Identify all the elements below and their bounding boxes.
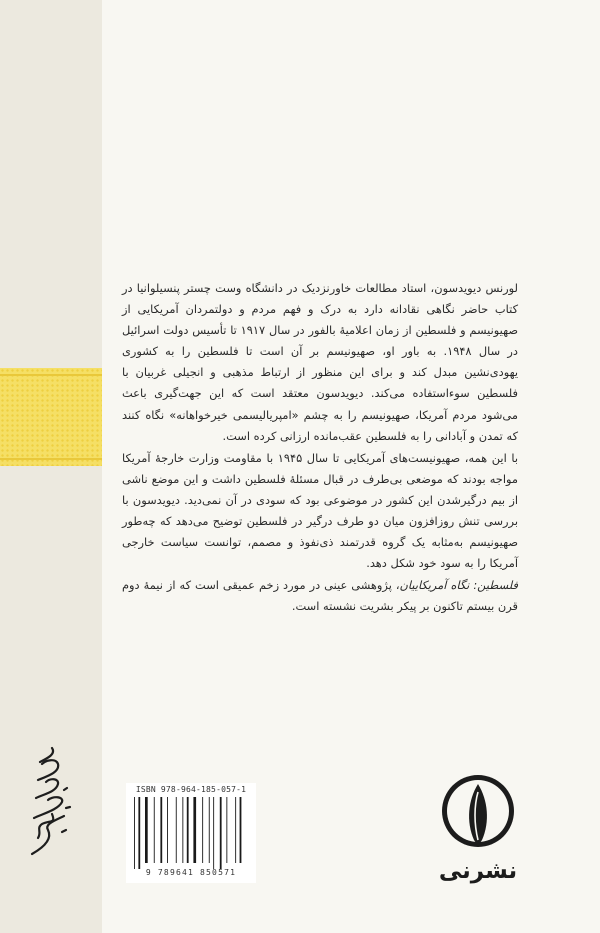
barcode-bar (182, 797, 183, 863)
book-description (122, 278, 518, 618)
barcode-bar (240, 797, 242, 863)
barcode-bar (226, 797, 227, 863)
blurb-paragraph-3-text: ، پژوهشی عینی در مورد زخم عمیقی است که از نیمهٔ دوم قرن بیستم تاکنون بر پیکر بشریت نشسته است. (122, 578, 518, 614)
barcode-bar (145, 797, 148, 863)
spine-yellow-stripe (0, 368, 102, 466)
blurb-paragraph-3 (122, 575, 518, 617)
barcode-bar (235, 797, 236, 863)
stripe-line-bottom (0, 458, 102, 460)
barcode-bar (202, 797, 203, 863)
barcode-bar (176, 797, 177, 863)
barcode-bar (213, 797, 214, 869)
stripe-line-top (0, 374, 102, 376)
barcode-bar (134, 797, 135, 869)
barcode-bar (187, 797, 189, 863)
blurb-paragraph-1: لورنس دیویدسون، استاد مطالعات خاورنزدیک در دانشگاه وست چستر پنسیلوانیا در کتاب حاضر نگاهی نقادانه دارد به درک و فهم مردم و دولتمردان آمریکایی از صهیونیسم و فلسطین از زمان اعلامیهٔ بالفور در سال ۱۹۱۷ تا تأسیس دولت اسرائیل در سال ۱۹۴۸. به باور او، صهیونیسم بر آن است تا فلسطین را به کشوری یهودی‌نشین مبدل کند و برای این منظور از ارتباط مذهبی و انجیلی غربیان با فلسطین سوءاستفاده می‌کند. دیویدسون معتقد است که این جهت‌گیری باعث می‌شود مردم آمریکا، صهیونیسم را به چشم «امپریالیسمی خیرخواهانه» نگاه کنند که تمدن و آبادانی را به فلسطین عقب‌مانده ارزانی کرده است. (122, 281, 518, 443)
author-signature (12, 742, 90, 862)
publisher-name: نشرنی (438, 858, 518, 884)
barcode-bar (193, 797, 196, 863)
barcode-bar (209, 797, 210, 863)
book-title-mention: فلسطین: نگاه آمریکاییان (399, 578, 518, 593)
barcode-bar (138, 797, 140, 869)
barcode-bar (220, 797, 222, 869)
barcode-bar (167, 797, 168, 863)
barcode-bar (154, 797, 155, 863)
isbn-label: ISBN 978-964-185-057-1 (135, 785, 247, 794)
blurb-paragraph-2: با این همه، صهیونیست‌های آمریکایی تا سال ۱۹۴۵ با مقاومت وزارت خارجهٔ آمریکا مواجه بودند که موضعی بی‌طرف در قبال مسئلهٔ فلسطین داشت و این موضع ناشی از بیم درگیرشدن این کشور در موضوعی بود که سودی در آن نمی‌دید. دیویدسون با بررسی تنش روزافزون میان دو طرف درگیر در فلسطین توضیح می‌دهد که چه‌طور صهیونیسم به‌مثابه یک گروه قدرتمند ذی‌نفوذ و مصمم، توانست سیاست خارجی آمریکا را به سود خود شکل دهد. (122, 450, 518, 571)
ean-number: 9 789641 850571 (145, 868, 237, 877)
barcode-bar (160, 797, 162, 863)
